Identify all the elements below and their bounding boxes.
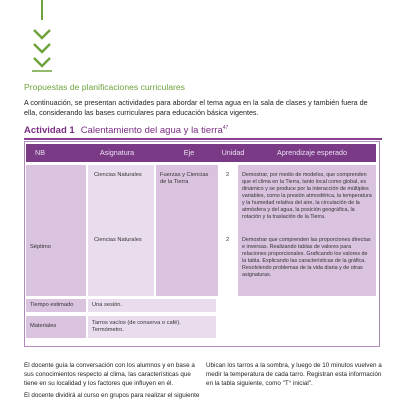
row1-eje: Fuerzas y Ciencias de la Tierra [160,172,209,185]
header-nb: NB [35,148,45,157]
row2-asignatura: Ciencias Naturales [94,237,142,243]
activity-footnote: 47 [222,125,229,131]
header-asignatura: Asignatura [99,148,135,157]
nb-cell [26,165,86,296]
row1-asignatura: Ciencias Naturales [94,172,142,178]
activity-title: Calentamiento del agua y la tierra [80,125,223,137]
chevron-stack-icon [28,0,56,72]
row1-aprendizaje: Demostrar, por medio de modelos, que comprenden que el clima en la Tierra, tanto local como global, es dinámico y se produce por la interacción de múltiples variables, como la presión atmosférica, la temperatura y la humedad relativa del aire, la circulación de la atmósfera y del agua, la posición geográfica, la rotación y la traslación de la Tierra. [242,172,372,220]
row2-unidad: 2 [226,237,230,243]
activity-rule [24,138,382,140]
nb-value: Séptimo [30,244,51,250]
tiempo-value: Una sesión. [92,302,123,308]
section-title: Propuestas de planificaciones curriculares [24,82,185,92]
asignatura-column [88,165,154,296]
body-left-paragraph: El docente guía la conversación con los alumnos y en base a sus conocimientos respecto al clima, las características que tiene en su localidad y los factores que influyen en él. [24,362,195,387]
materiales-value: Tarros vacíos (de conserva o café). Termómetro. [92,320,181,333]
header-eje: Eje [183,148,195,157]
chevron-down-icon [34,44,50,52]
chevron-down-icon [34,58,50,66]
header-aprendizaje: Aprendizaje esperado [277,148,347,157]
activity-number: Actividad 1 [24,125,75,137]
activity-heading [24,125,228,136]
row1-unidad: 2 [226,172,230,178]
materiales-label: Materiales [30,323,57,329]
body-right-paragraph: Ubican los tarros a la sombra, y luego de 10 minutos vuelven a medir la temperatura de cada tarro. Registran esta información en la tabla siguiente, como "T° inicial". [206,362,382,387]
row2-aprendizaje: Demostrar que comprenden las proporciones directas e inversas. Realizando tablas de valores para relaciones proporcionales. Graficando los valores de la tabla. Explicando las características de la gráfica. Resolviendo problemas de la vida diaria y de otras asignaturas. [242,237,371,278]
chevron-down-icon [34,30,50,38]
header-unidad: Unidad [221,148,245,157]
body-left-paragraph-2: El docente dividirá al curso en grupos para realizar el siguiente [24,392,200,399]
tiempo-label: Tiempo estimado [30,302,74,308]
intro-paragraph: A continuación, se presentan actividades para abordar el tema agua en la sala de clases y también fuera de ella, considerando las bases curriculares para educación básica vigentes. [24,98,368,117]
